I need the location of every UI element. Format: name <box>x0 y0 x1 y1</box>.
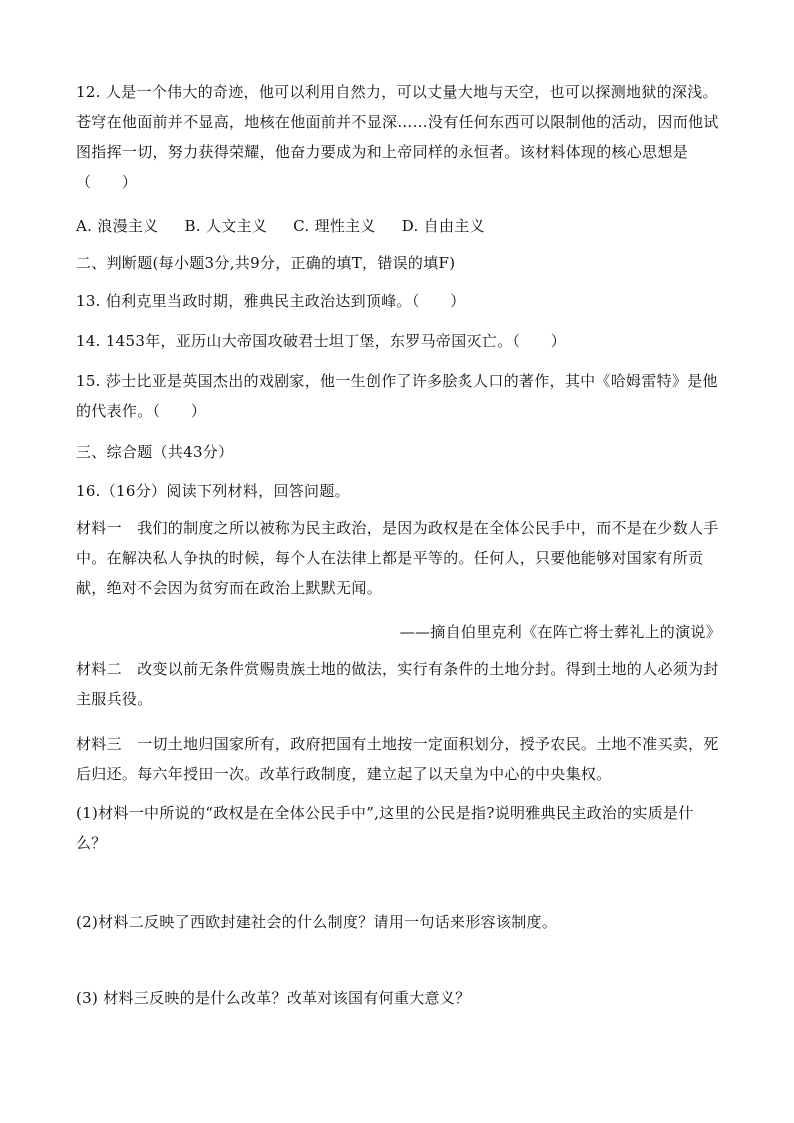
option-a: A. 浪漫主义 <box>76 217 159 235</box>
sub-question-1: (1)材料一中所说的“政权是在全体公民手中”,这里的公民是指?说明雅典民主政治的实质是什么？ <box>76 804 694 852</box>
material-2: 材料二 改变以前无条件赏赐贵族土地的做法，实行有条件的土地分封。得到土地的人必须为封主服兵役。 <box>76 660 719 708</box>
question-14: 14. 1453年，亚历山大帝国攻破君士坦丁堡，东罗马帝国灭亡。（ ） <box>76 332 567 350</box>
material-3: 材料三 一切土地归国家所有，政府把国有土地按一定面积划分，授予农民。土地不准买卖，死后归还。每六年授田一次。改革行政制度，建立起了以天皇为中心的中央集权。 <box>76 735 719 783</box>
question-13: 13. 伯利克里当政时期，雅典民主政治达到顶峰。（ ） <box>76 292 466 310</box>
section-2-heading: 二、判断题(每小题3分,共9分，正确的填T，错误的填F) <box>76 254 456 272</box>
question-15: 15. 莎士比亚是英国杰出的戏剧家，他一生创作了许多脍炙人口的著作，其中《哈姆雷特》是他的代表作。（ ） <box>76 372 718 420</box>
option-d: D. 自由主义 <box>401 217 485 235</box>
question-12-options <box>76 211 721 241</box>
question-12 <box>76 77 721 197</box>
sub-question-2: (2)材料二反映了西欧封建社会的什么制度？请用一句话来形容该制度。 <box>76 913 558 931</box>
question-16-intro: 16.（16分）阅读下列材料，回答问题。 <box>76 482 350 500</box>
option-b: B. 人文主义 <box>184 217 268 235</box>
material-1: 材料一 我们的制度之所以被称为民主政治，是因为政权是在全体公民手中，而不是在少数人手中。在解决私人争执的时候，每个人在法律上都是平等的。任何人，只要他能够对国家有所贡献，绝对不会因为贫穷而在政治上默默无闻。 <box>76 519 719 597</box>
material-1-source: ——摘自伯里克利《在阵亡将士葬礼上的演说》 <box>399 623 721 641</box>
option-c: C. 理性主义 <box>293 217 376 235</box>
sub-question-3: (3) 材料三反映的是什么改革？改革对该国有何重大意义？ <box>76 989 471 1007</box>
question-12-stem: 12. 人是一个伟大的奇迹，他可以利用自然力，可以丈量大地与天空，也可以探测地狱的深浅。苍穹在他面前并不显高，地核在他面前并不显深……没有任何东西可以限制他的活动，因而他试图指挥一切，努力获得荣耀，他奋力要成为和上帝同样的永恒者。该材料体现的核心思想是（ ） <box>76 83 719 191</box>
section-3-heading: 三、综合题（共43分） <box>76 443 234 461</box>
